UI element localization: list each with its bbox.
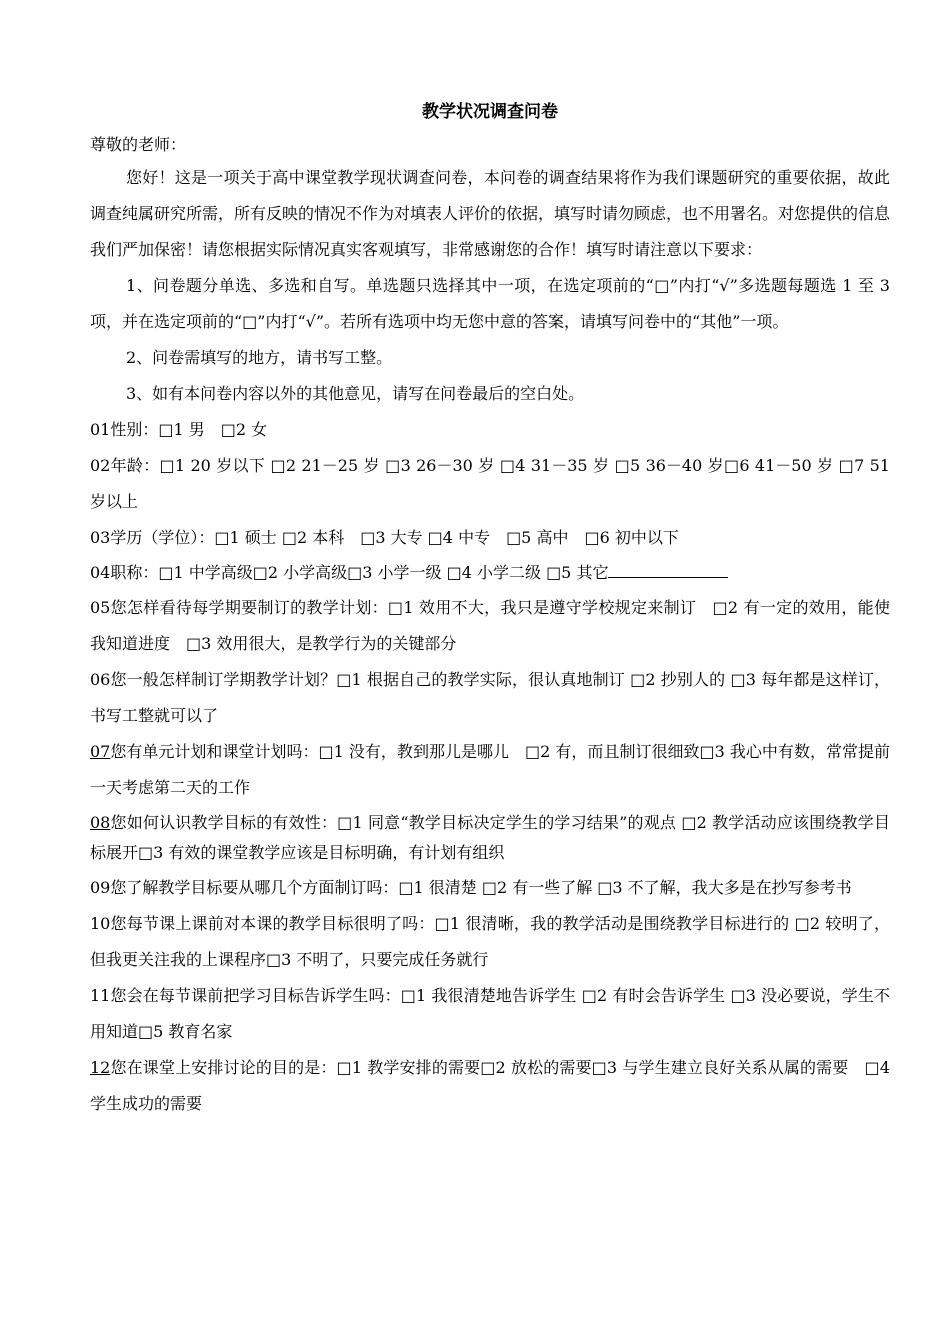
question-04 xyxy=(90,558,890,588)
question-text: 您会在每节课前把学习目标告诉学生吗：□1 我很清楚地告诉学生 □2 有时会告诉学生 □3 没必要说，学生不用知道□5 教育名家 xyxy=(90,986,890,1041)
question-text: 性别：□1 男 □2 女 xyxy=(110,420,268,439)
question-number: 05 xyxy=(90,598,111,617)
question-number: 01 xyxy=(90,420,111,439)
question-number: 03 xyxy=(90,528,111,547)
question-text: 您怎样看待每学期要制订的教学计划：□1 效用不大，我只是遵守学校规定来制订 □2 有一定的效用，能使我知道进度 □3 效用很大，是教学行为的关键部分 xyxy=(90,598,890,653)
question-07 xyxy=(90,734,890,806)
question-number: 07 xyxy=(90,742,111,761)
question-text: 您如何认识教学目标的有效性：□1 同意“教学目标决定学生的学习结果”的观点 □2 教学活动应该围绕教学目标展开□3 有效的课堂教学应该是目标明确，有计划有组织 xyxy=(90,813,890,862)
question-text: 年龄：□1 20 岁以下 □2 21－25 岁 □3 26－30 岁 □4 31－35 岁 □5 36－40 岁□6 41－50 岁 □7 51 岁以上 xyxy=(90,456,890,511)
question-number: 04 xyxy=(90,563,111,582)
question-text: 学历（学位）：□1 硕士 □2 本科 □3 大专 □4 中专 □5 高中 □6 初中以下 xyxy=(110,528,679,547)
question-number: 02 xyxy=(90,456,111,475)
question-number: 06 xyxy=(90,670,111,689)
question-number: 10 xyxy=(90,914,111,933)
question-05 xyxy=(90,590,890,662)
question-number: 09 xyxy=(90,878,111,897)
question-number: 11 xyxy=(90,986,111,1005)
question-10 xyxy=(90,906,890,978)
question-number: 12 xyxy=(90,1058,111,1077)
document-title: 教学状况调查问卷 xyxy=(422,102,558,122)
question-01 xyxy=(90,412,890,448)
greeting: 尊敬的老师： xyxy=(90,135,187,154)
question-03 xyxy=(90,520,890,556)
question-09 xyxy=(90,870,890,906)
question-text: 您一般怎样制订学期教学计划？□1 根据自己的教学实际，很认真地制订 □2 抄别人的 □3 每年都是这样订，书写工整就可以了 xyxy=(90,670,890,725)
question-text: 您了解教学目标要从哪几个方面制订吗：□1 很清楚 □2 有一些了解 □3 不了解，我大多是在抄写参考书 xyxy=(110,878,852,897)
question-text: 职称：□1 中学高级□2 小学高级□3 小学一级 □4 小学二级 □5 其它 xyxy=(110,563,609,582)
question-number: 08 xyxy=(90,813,111,832)
intro-paragraph: 您好！这是一项关于高中课堂教学现状调查问卷，本问卷的调查结果将作为我们课题研究的重要依据，故此调查纯属研究所需，所有反映的情况不作为对填表人评价的依据，填写时请勿顾虑，也不用署名。对您提供的信息我们严加保密！请您根据实际情况真实客观填写，非常感谢您的合作！填写时请注意以下要求： xyxy=(90,168,891,259)
document-page xyxy=(90,98,890,1122)
question-06 xyxy=(90,662,890,734)
question-text: 您有单元计划和课堂计划吗：□1 没有，教到那儿是哪儿 □2 有，而且制订很细致□3 我心中有数，常常提前一天考虑第二天的工作 xyxy=(90,742,890,797)
question-08 xyxy=(90,808,890,868)
question-11 xyxy=(90,978,890,1050)
rule-1: 1、问卷题分单选、多选和自写。单选题只选择其中一项，在选定项前的“□”内打“√”多选题每题选 1 至 3 项，并在选定项前的“□”内打“√”。若所有选项中均无您中意的答案，请填写问卷中的“其他”一项。 xyxy=(90,276,890,331)
question-12 xyxy=(90,1050,890,1122)
fill-in-blank[interactable] xyxy=(608,563,728,578)
question-text: 您每节课上课前对本课的教学目标很明了吗：□1 很清晰，我的教学活动是围绕教学目标进行的 □2 较明了，但我更关注我的上课程序□3 不明了，只要完成任务就行 xyxy=(90,914,890,969)
question-list xyxy=(90,412,890,1122)
question-text: 您在课堂上安排讨论的目的是：□1 教学安排的需要□2 放松的需要□3 与学生建立良好关系从属的需要 □4 学生成功的需要 xyxy=(90,1058,890,1113)
rule-3: 3、如有本问卷内容以外的其他意见，请写在问卷最后的空白处。 xyxy=(126,384,585,403)
rule-2: 2、问卷需填写的地方，请书写工整。 xyxy=(126,348,393,367)
question-02 xyxy=(90,448,890,520)
